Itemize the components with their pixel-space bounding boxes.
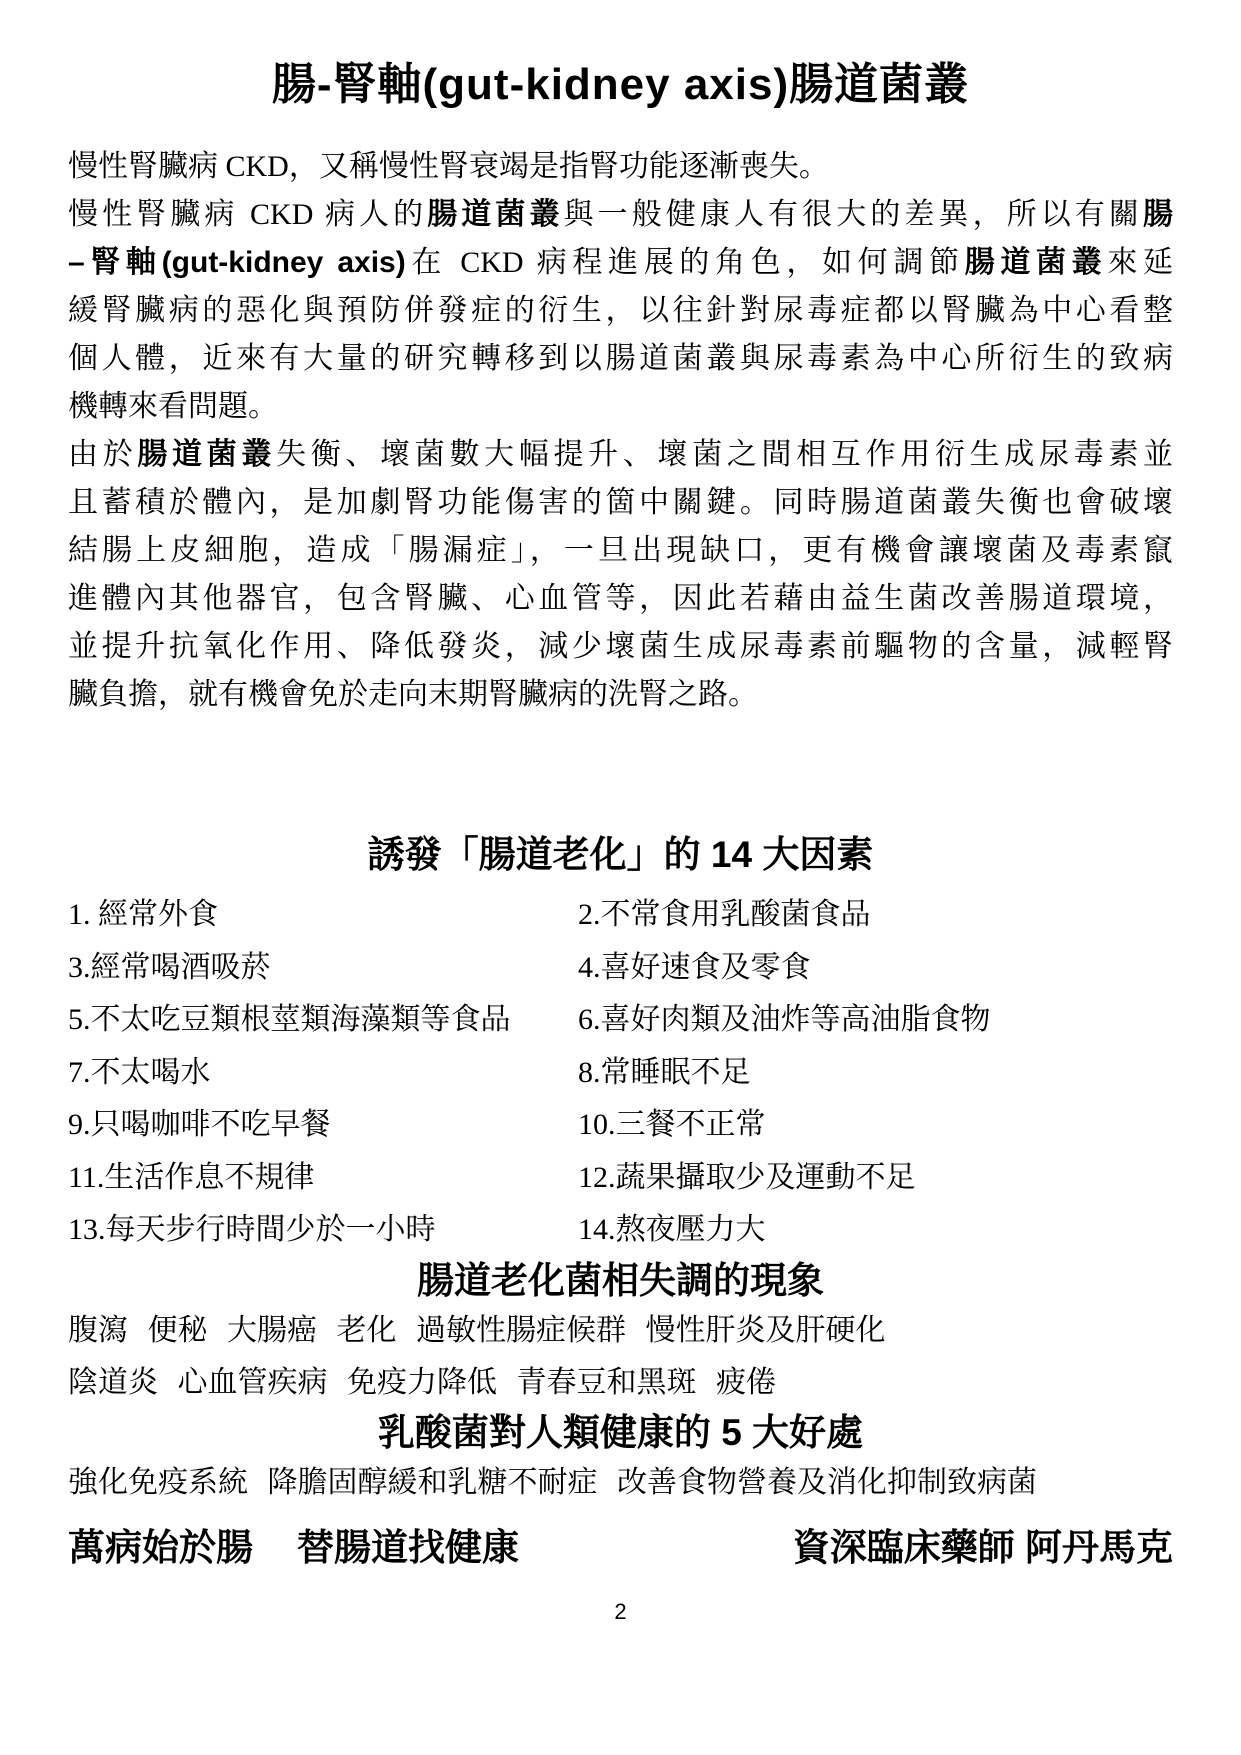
text-segment: 結腸上皮細胞，造成「腸漏症」，一旦出現缺口，更有機會讓壞菌及毒素竄 [68,534,1173,567]
bold-text-segment: –腎軸(gut-kidney axis) [68,246,406,279]
section-heading-dysbiosis: 腸道老化菌相失調的現象 [417,1259,824,1301]
paragraph-line [68,239,1173,287]
factor-row [68,1047,1173,1100]
footer-slogan-line [68,1523,1173,1573]
bold-text-segment: 腸 [1143,198,1174,231]
paragraph-line [68,575,1173,623]
factor-row [68,1152,1173,1205]
factor-item: 5.不太吃豆類根莖類海藻類等食品 [68,1003,511,1036]
text-segment: 機轉來看問題。 [68,390,278,423]
document-title: 腸-腎軸(gut-kidney axis)腸道菌叢 [271,60,970,109]
section-heading-aging-factors: 誘發「腸道老化」的 14 大因素 [367,834,874,875]
text-segment: 且蓄積於體內，是加劇腎功能傷害的箇中關鍵。同時腸道菌叢失衡也會破壞 [68,486,1173,519]
section-heading-benefits: 乳酸菌對人類健康的 5 大好處 [377,1411,864,1453]
factor-row [68,1099,1173,1152]
factor-item: 6.喜好肉類及油炸等高油脂食物 [578,1003,991,1036]
footer-slogan [68,1523,519,1573]
paragraph-line [68,287,1173,335]
factor-item: 13.每天步行時間少於一小時 [68,1213,436,1246]
slogan-part: 萬病始於腸 [68,1526,253,1568]
paragraph-line [68,191,1173,239]
text-segment: 與一般健康人有很大的差異，所以有關 [563,198,1144,231]
paragraph-line [68,623,1173,671]
text-segment: 並提升抗氧化作用、降低發炎，減少壞菌生成尿毒素前驅物的含量，減輕腎 [68,630,1173,663]
factor-item: 1. 經常外食 [68,898,218,931]
factor-item: 7.不太喝水 [68,1055,211,1089]
text-segment: 臟負擔，就有機會免於走向末期腎臟病的洗腎之路。 [68,678,758,711]
text-segment: 慢性腎臟病 CKD 病人的 [68,198,428,231]
bold-text-segment: 腸道菌叢 [137,438,277,471]
factor-item: 8.常睡眠不足 [578,1055,751,1089]
paragraph-line [68,383,1173,431]
text-segment: 失衡、壞菌數大幅提升、壞菌之間相互作用衍生成尿毒素並 [276,438,1174,471]
factor-row [68,994,1173,1047]
text-segment: 個人體，近來有大量的研究轉移到以腸道菌叢與尿毒素為中心所衍生的致病 [68,342,1173,375]
text-segment: 來延 [1107,246,1174,279]
factor-item: 14.熬夜壓力大 [578,1213,766,1246]
paragraph-line [68,527,1173,575]
bold-text-segment: 腸道菌叢 [964,246,1108,279]
dysbiosis-symptoms-line: 腹瀉 便秘 大腸癌 老化 過敏性腸症候群 慢性肝炎及肝硬化 [68,1313,886,1347]
dysbiosis-symptoms-line: 陰道炎 心血管疾病 免疫力降低 青春豆和黑斑 疲倦 [68,1365,776,1399]
factor-item: 3.經常喝酒吸菸 [68,950,271,984]
text-segment: 緩腎臟病的惡化與預防併發症的衍生，以往針對尿毒症都以腎臟為中心看整 [68,294,1173,327]
text-segment: 由於 [68,438,138,471]
factor-item: 12.蔬果攝取少及運動不足 [578,1160,916,1194]
factor-item: 11.生活作息不規律 [68,1160,315,1194]
paragraph-line [68,479,1173,527]
text-segment: 進體內其他器官，包含腎臟、心血管等，因此若藉由益生菌改善腸道環境， [68,582,1173,615]
factor-item: 10.三餐不正常 [578,1108,766,1141]
body-text-block [68,143,1173,719]
slogan-part: 替腸道找健康 [297,1526,519,1568]
text-segment: 慢性腎臟病 CKD，又稱慢性腎衰竭是指腎功能逐漸喪失。 [68,150,829,183]
page-number: 2 [614,1599,627,1624]
factor-row [68,1204,1173,1257]
paragraph-line [68,143,1173,191]
footer-author: 資深臨床藥師 阿丹馬克 [792,1526,1173,1568]
factor-item: 9.只喝咖啡不吃早餐 [68,1108,331,1141]
factor-row [68,942,1173,995]
aging-factor-list [68,889,1173,1257]
bold-text-segment: 腸道菌叢 [427,198,564,231]
paragraph-line [68,671,1173,719]
paragraph-line [68,335,1173,383]
factor-item: 4.喜好速食及零食 [578,950,811,984]
paragraph-line [68,431,1173,479]
text-segment: 在 CKD 病程進展的角色，如何調節 [405,246,965,279]
factor-row [68,889,1173,942]
benefits-line: 強化免疫系統 降膽固醇緩和乳糖不耐症 改善食物營養及消化抑制致病菌 [68,1465,1037,1499]
factor-item: 2.不常食用乳酸菌食品 [578,898,871,931]
